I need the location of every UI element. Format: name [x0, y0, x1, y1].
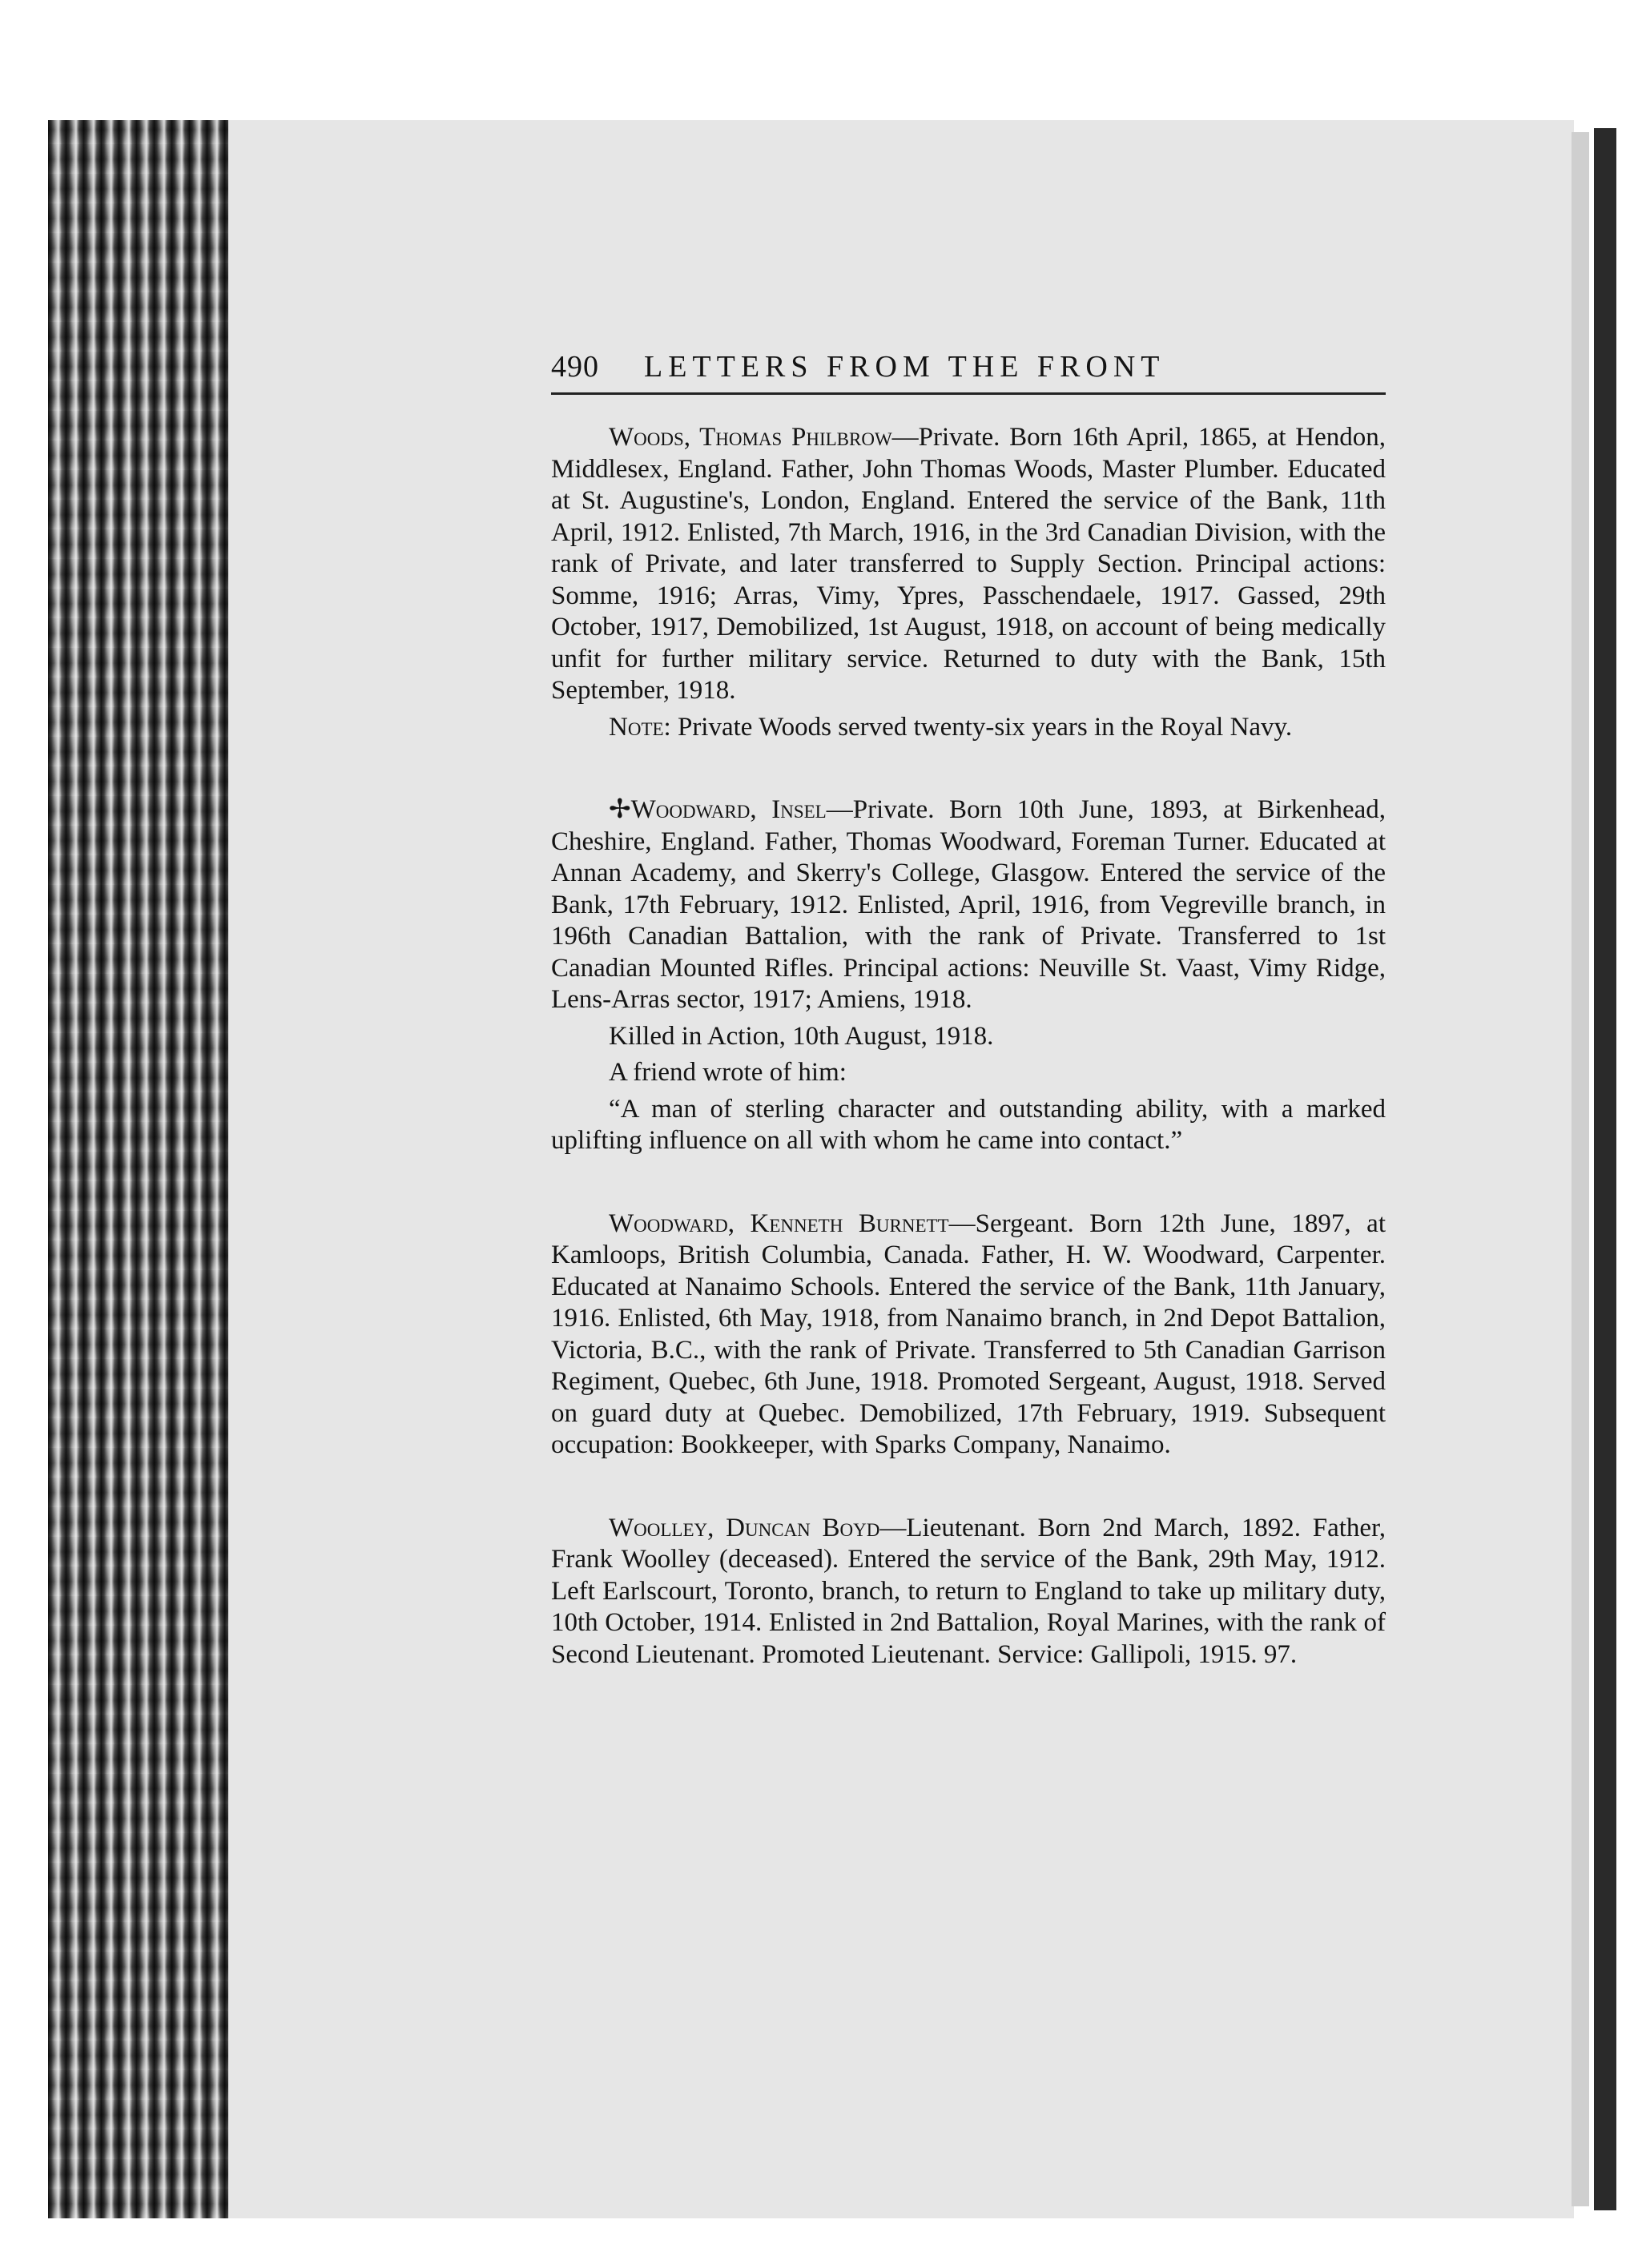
page-edge-right-inner — [1572, 132, 1589, 2206]
entry-body — [551, 794, 1386, 1016]
entry-name: Woodward, Kenneth Burnett — [609, 1208, 949, 1238]
entry-text: —Private. Born 16th April, 1865, at Hendon, Middlesex, England. Father, John Thomas Woods, Master Plumber. Educated at St. Augustine's, London, England. Entered the service of the Bank, 11th April, 1912. Enlisted, 7th March, 1916, in the 3rd Canadian Division, with the rank of Private, and later transferred to Supply Section. Principal actions: Somme, 1916; Arras, Vimy, Ypres, Passchendaele, 1917. Gassed, 29th October, 1917, Demobilized, 1st August, 1918, on account of being medically unfit for further military service. Returned to duty with the Bank, 15th September, 1918. — [551, 423, 1386, 705]
entry-woodward-insel — [551, 794, 1386, 1157]
entry-text: —Sergeant. Born 12th June, 1897, at Kamloops, British Columbia, Canada. Father, H. W. Woodward, Carpenter. Educated at Nanaimo Schools. Entered the service of the Bank, 11th January, 1916. Enlisted, 6th May, 1918, from Nanaimo branch, in 2nd Depot Battalion, Victoria, B.C., with the rank of Private. Transferred to 5th Canadian Garrison Regiment, Quebec, 6th June, 1918. Promoted Sergeant, August, 1918. Served on guard duty at Quebec. Demobilized, 17th February, 1919. Subsequent occupation: Bookkeeper, with Sparks Company, Nanaimo. — [551, 1208, 1386, 1459]
entry-woolley — [551, 1513, 1386, 1671]
entry-body — [551, 1208, 1386, 1462]
entry-name: Woolley, Duncan Boyd — [609, 1513, 880, 1542]
note-label: Note: — [609, 712, 671, 742]
entry-text: —Private. Born 10th June, 1893, at Birkenhead, Cheshire, England. Father, Thomas Woodward, Foreman Turner. Educated at Annan Academy, and Skerry's College, Glasgow. Entered the service of the Bank, 17th February, 1912. Enlisted, April, 1916, from Vegreville branch, in 196th Canadian Battalion, with the rank of Private. Transferred to 1st Canadian Mounted Rifles. Principal actions: Neuville St. Vaast, Vimy Ridge, Lens-Arras sector, 1917; Amiens, 1918. — [551, 795, 1386, 1014]
entry-killed: Killed in Action, 10th August, 1918. — [609, 1021, 994, 1051]
entry-body — [551, 1513, 1386, 1671]
note-text: Private Woods served twenty-six years in the Royal Navy. — [670, 712, 1293, 742]
entry-name: Woods, Thomas Philbrow — [609, 423, 892, 452]
entry-woodward-kenneth — [551, 1208, 1386, 1462]
entry-woods — [551, 422, 1386, 743]
page-content — [551, 349, 1386, 1671]
page-number: 490 — [551, 350, 599, 384]
entry-text: —Lieutenant. Born 2nd March, 1892. Father, Frank Woolley (deceased). Entered the service of the Bank, 29th May, 1912. Left Earlscourt, Toronto, branch, to return to England to take up military duty, 10th October, 1914. Enlisted in 2nd Battalion, Royal Marines, with the rank of Second Lieutenant. Promoted Lieutenant. Service: Gallipoli, 1915. 97. — [551, 1513, 1386, 1669]
running-header — [551, 349, 1386, 395]
entry-friend-intro: A friend wrote of him: — [609, 1058, 847, 1087]
book-edge — [48, 120, 240, 2218]
entry-note — [551, 712, 1386, 744]
entry-body — [551, 422, 1386, 707]
page-edge-right — [1594, 128, 1616, 2210]
entry-quote: “A man of sterling character and outstanding ability, with a marked uplifting influence on all with whom he came into contact.” — [551, 1094, 1386, 1155]
running-title: LETTERS FROM THE FRONT — [644, 350, 1165, 384]
entry-name: Woodward, Insel — [630, 795, 827, 824]
killed-marker-icon: ✢ — [609, 795, 631, 824]
